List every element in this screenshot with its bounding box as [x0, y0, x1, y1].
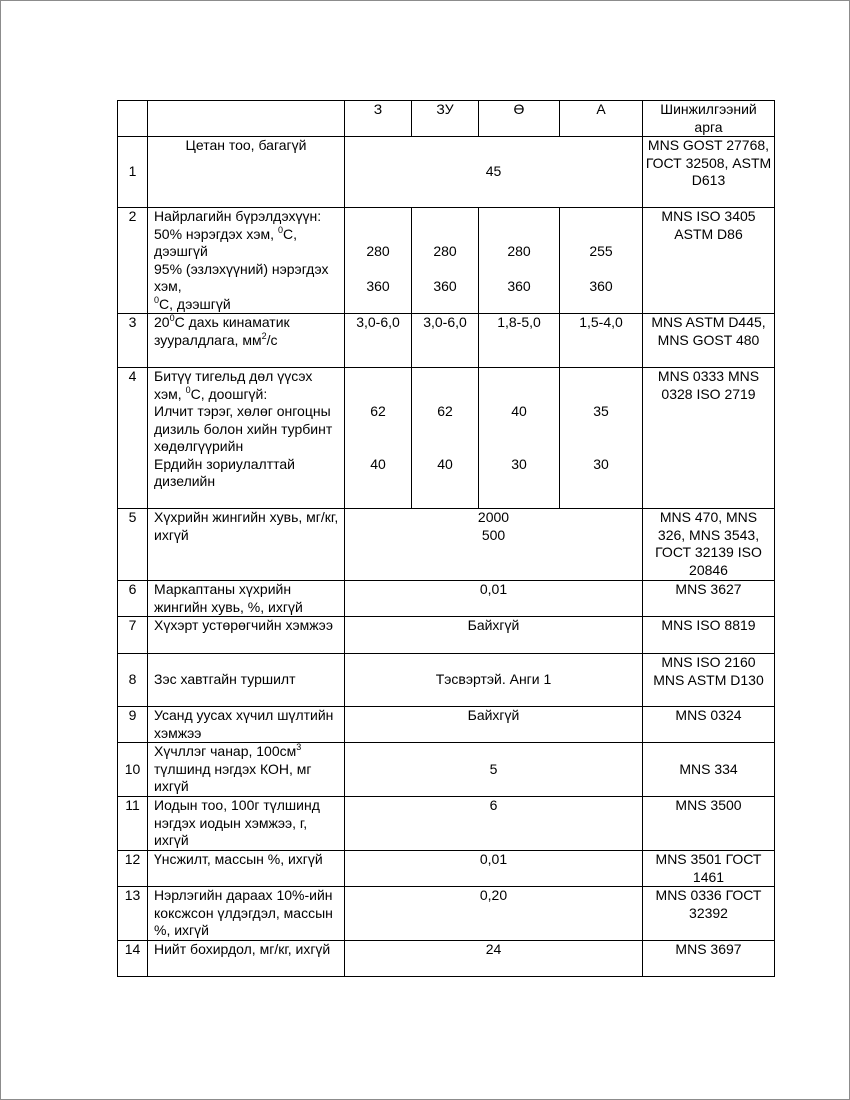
table-row: [118, 208, 775, 314]
table-row: [118, 368, 775, 509]
property-name-part: 20: [154, 314, 170, 330]
superscript: 2: [261, 330, 267, 341]
property-name-part: Хүчллэг чанар, 100см: [154, 743, 297, 759]
property-name-part: /с: [266, 331, 278, 348]
row-number: 13: [118, 887, 148, 941]
value-50: 255: [589, 243, 613, 259]
test-method: MNS ISO 2160 MNS ASTM D130: [643, 654, 775, 707]
test-method: MNS ISO 3405 ASTM D86: [643, 208, 775, 314]
table-row: [118, 941, 775, 977]
property-name: Усанд уусах хүчил шүлтийн хэмжээ: [148, 707, 345, 743]
row-number: 10: [118, 743, 148, 797]
value-cell: [560, 208, 643, 314]
row-number: 7: [118, 617, 148, 654]
value-95: 360: [507, 278, 531, 294]
row-number: 12: [118, 851, 148, 887]
property-name: [148, 314, 345, 368]
property-name-part: Найрлагийн бүрэлдэхүүн: 50% нэрэгдэх хэм,: [154, 208, 322, 242]
test-method: MNS 0324: [643, 707, 775, 743]
header-name-cell: [148, 101, 345, 137]
value-2: 40: [370, 455, 386, 472]
header-o: Ө: [479, 101, 560, 137]
row-number: 5: [118, 509, 148, 581]
value-1: 62: [437, 403, 453, 419]
property-value: 6: [345, 797, 643, 851]
row-number: 3: [118, 314, 148, 368]
property-name: Зэс хавтгайн туршилт: [148, 654, 345, 707]
header-num-cell: [118, 101, 148, 137]
row-number: 2: [118, 208, 148, 314]
table-row: [118, 654, 775, 707]
test-method: MNS 470, MNS 326, MNS 3543, ГОСТ 32139 ISO 20846: [643, 509, 775, 581]
table-row: [118, 887, 775, 941]
table-row: [118, 743, 775, 797]
test-method: MNS 3500: [643, 797, 775, 851]
row-number: 4: [118, 368, 148, 509]
property-name: [148, 368, 345, 509]
value-50: 280: [433, 243, 457, 259]
value-1: 62: [370, 403, 386, 419]
value-50: 280: [366, 243, 390, 259]
header-z: З: [345, 101, 412, 137]
value-2: 40: [437, 455, 453, 472]
value-cell: [479, 208, 560, 314]
row-number: 8: [118, 654, 148, 707]
value-1: 40: [511, 403, 527, 419]
value-95: 360: [433, 278, 457, 294]
test-method: MNS 0333 MNS 0328 ISO 2719: [643, 368, 775, 509]
test-method: MNS ASTM D445, MNS GOST 480: [643, 314, 775, 368]
value-cell: [479, 368, 560, 509]
property-name: Нийт бохирдол, мг/кг, ихгүй: [148, 941, 345, 977]
test-method: MNS 3627: [643, 581, 775, 617]
row-number: 6: [118, 581, 148, 617]
property-value: 5: [345, 743, 643, 797]
header-row: [118, 101, 775, 137]
property-name: Хүхрийн жингийн хувь, мг/кг, ихгүй: [148, 509, 345, 581]
value-95: 360: [589, 278, 613, 294]
value-1: 35: [593, 403, 609, 419]
table-row: [118, 851, 775, 887]
table-row: [118, 707, 775, 743]
superscript: 0: [277, 224, 283, 235]
property-name: Маркаптаны хүхрийн жингийн хувь, %, ихгүй: [148, 581, 345, 617]
row-number: 14: [118, 941, 148, 977]
value-2: 30: [593, 455, 609, 472]
property-value: 2000: [477, 509, 510, 525]
test-method: MNS 3501 ГОСТ 1461: [643, 851, 775, 887]
value-95: 360: [366, 278, 390, 294]
specification-table: [117, 100, 775, 977]
superscript: 0: [185, 384, 191, 395]
test-method: MNS 3697: [643, 941, 775, 977]
header-method: Шинжилгээний арга: [643, 101, 775, 137]
table-row: [118, 509, 775, 581]
superscript: 3: [296, 742, 302, 752]
property-name-part: Илчит тэрэг, хөлөг онгоцны дизиль болон хийн турбинт хөдөлгүүрийн: [154, 403, 333, 454]
property-value: 0,01: [345, 851, 643, 887]
test-method: MNS GOST 27768, ГОСТ 32508, ASTM D613: [643, 137, 775, 208]
table-row: [118, 314, 775, 368]
property-value: 24: [345, 941, 643, 977]
row-number: 9: [118, 707, 148, 743]
property-name-part: 95% (эзлэхүүний) нэрэгдэх хэм,: [154, 260, 329, 294]
property-name: [148, 743, 345, 797]
value-cell: 3,0-6,0: [412, 314, 479, 368]
property-value: 45: [345, 137, 643, 208]
property-name-part: C, доошгүй:: [190, 385, 268, 402]
value-cell: [345, 368, 412, 509]
header-a: А: [560, 101, 643, 137]
value-cell: 3,0-6,0: [345, 314, 412, 368]
value-2: 30: [511, 455, 527, 472]
property-value: Байхгүй: [345, 617, 643, 654]
header-zu: ЗУ: [412, 101, 479, 137]
property-name-part: Битүү тигельд дөл үүсэх хэм,: [154, 368, 313, 402]
property-name-part: түлшинд нэгдэх КОН, мг ихгүй: [154, 760, 312, 794]
value-cell: 1,5-4,0: [560, 314, 643, 368]
value-cell: [560, 368, 643, 509]
superscript: 0: [154, 294, 160, 305]
property-name: Цетан тоо, багагүй: [148, 137, 345, 208]
property-name-part: C, дээшгүй: [154, 225, 297, 259]
property-name: Нэрлэгийн дараах 10%-ийн коксжсон үлдэгдэл, массын %, ихгүй: [148, 887, 345, 941]
value-cell: [412, 208, 479, 314]
property-value: 500: [481, 526, 506, 543]
value-cell: [412, 368, 479, 509]
value-cell: [345, 509, 643, 581]
property-name: [148, 208, 345, 314]
property-name: Үнсжилт, массын %, ихгүй: [148, 851, 345, 887]
property-value: Тэсвэртэй. Анги 1: [345, 654, 643, 707]
test-method: MNS ISO 8819: [643, 617, 775, 654]
property-name-part: C, дээшгүй: [159, 295, 231, 312]
property-name-part: Ердийн зориулалттай дизелийн: [154, 455, 295, 489]
table-row: [118, 797, 775, 851]
value-50: 280: [507, 243, 531, 259]
value-cell: 1,8-5,0: [479, 314, 560, 368]
property-name: Хүхэрт устөрөгчийн хэмжээ: [148, 617, 345, 654]
property-value: Байхгүй: [345, 707, 643, 743]
property-name: Иодын тоо, 100г түлшинд нэгдэх иодын хэмжээ, г, ихгүй: [148, 797, 345, 851]
test-method: MNS 0336 ГОСТ 32392: [643, 887, 775, 941]
property-value: 0,01: [345, 581, 643, 617]
table-row: [118, 581, 775, 617]
row-number: 11: [118, 797, 148, 851]
test-method: MNS 334: [643, 743, 775, 797]
property-name-part: C дахь кинаматик зууралдлага, мм: [154, 314, 290, 348]
table-row: [118, 137, 775, 208]
table-row: [118, 617, 775, 654]
superscript: 0: [169, 313, 175, 323]
property-value: 0,20: [345, 887, 643, 941]
row-number: 1: [118, 137, 148, 208]
value-cell: [345, 208, 412, 314]
